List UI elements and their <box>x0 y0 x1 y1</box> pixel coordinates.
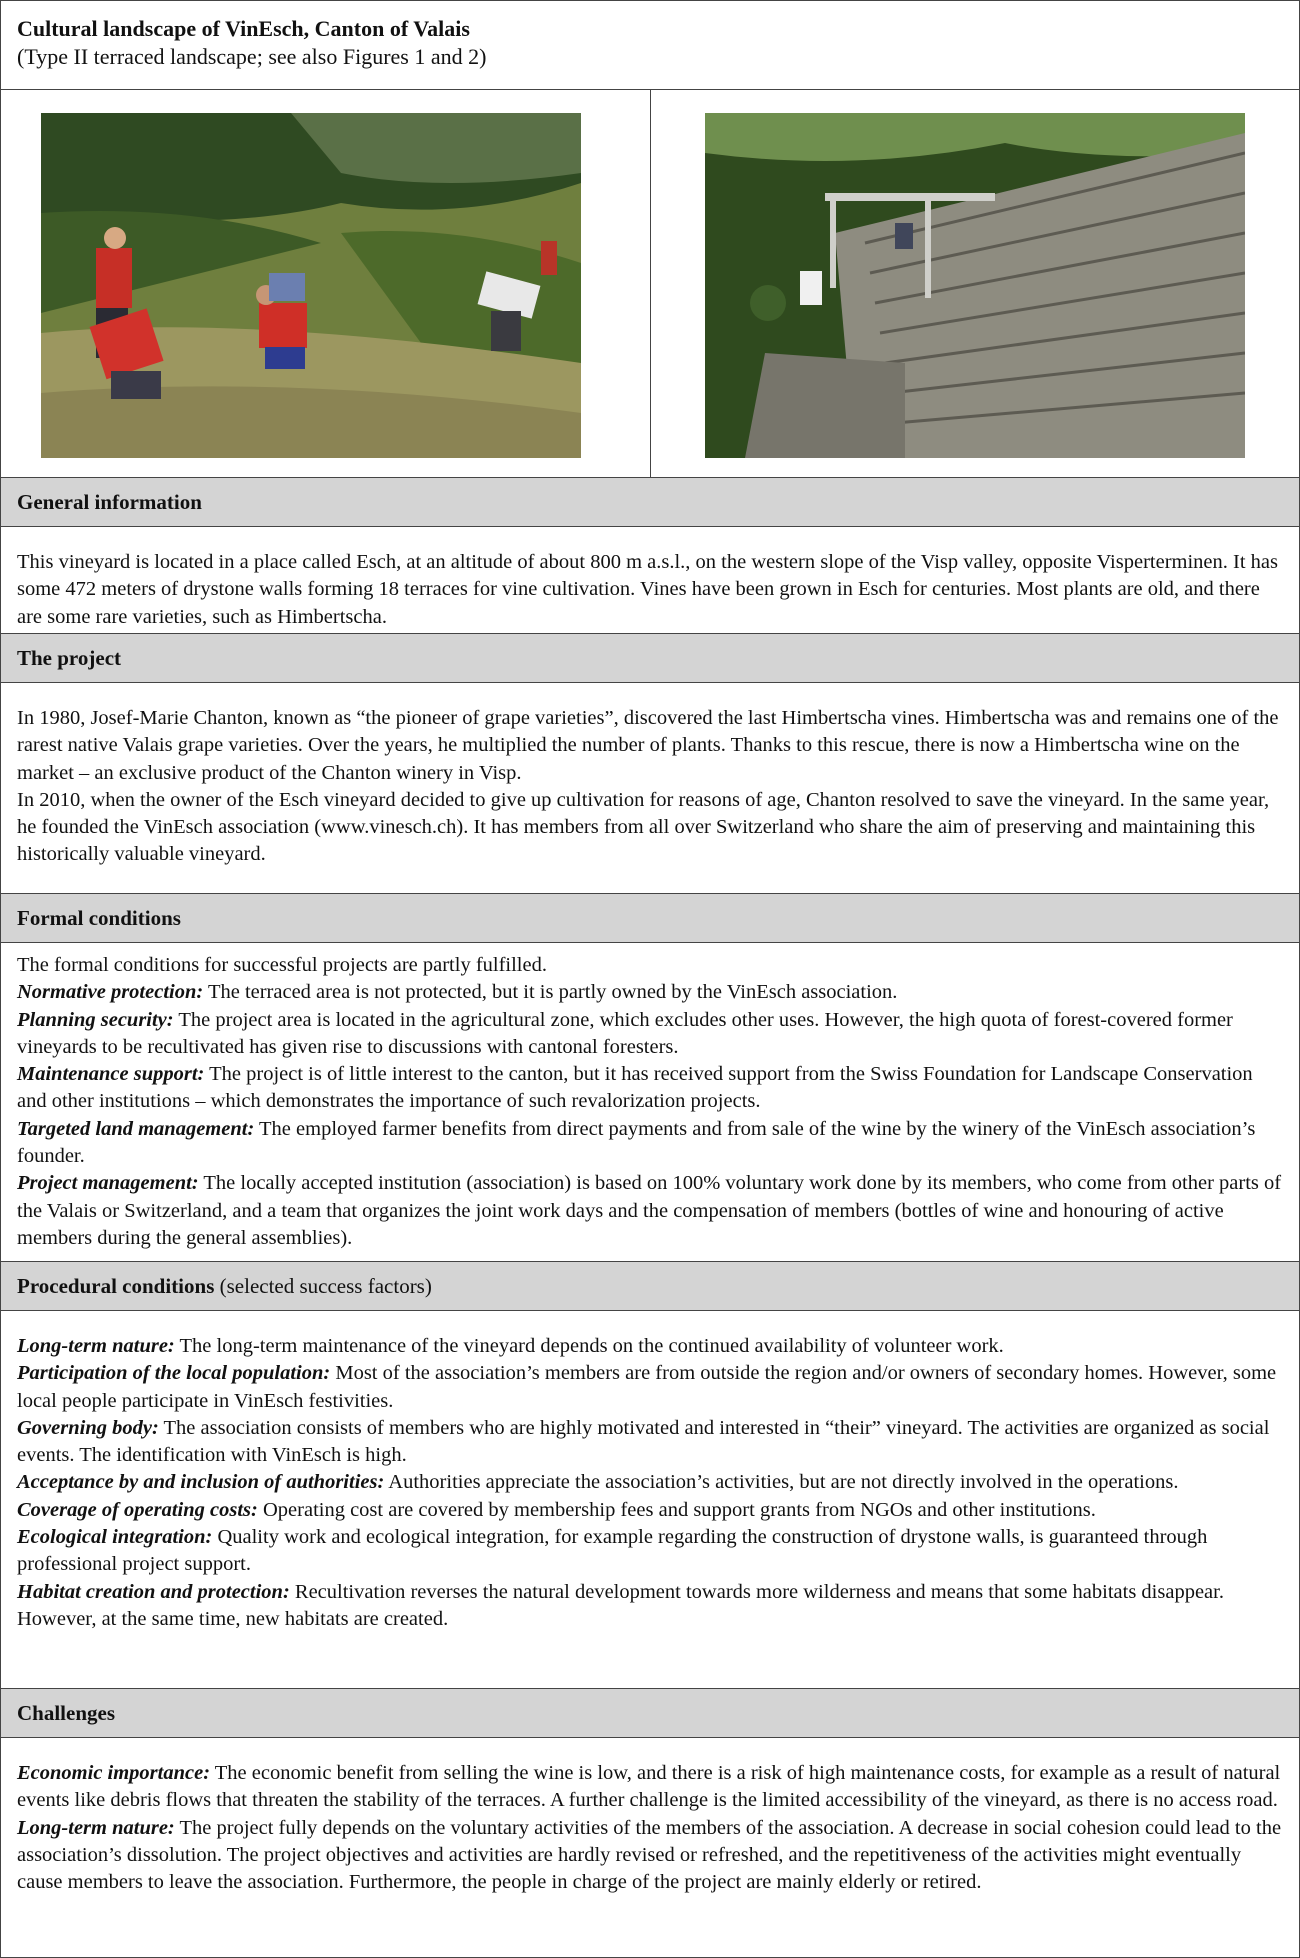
section-heading-project: The project <box>1 634 1299 683</box>
item-term: Coverage of operating costs: <box>17 1498 258 1521</box>
section-heading-challenges: Challenges <box>1 1689 1299 1738</box>
section-body-general <box>1 527 1299 634</box>
general-text: This vineyard is located in a place called Esch, at an altitude of about 800 m a.s.l., on the western slope of the Visp valley, opposite Visperterminen. It has some 472 meters of drystone walls forming 18 terraces for vine cultivation. Vines have been grown in Esch for centuries. Most plants are old, and there are some rare varieties, such as Himbertscha. <box>17 551 1278 628</box>
procedural-heading-note: (selected success factors) <box>214 1274 432 1298</box>
photo-cell-left <box>1 90 650 477</box>
item-term: Long-term nature: <box>17 1816 175 1839</box>
section-heading-procedural <box>1 1262 1299 1311</box>
item-text: The economic benefit from selling the wine is low, and there is a risk of high maintenance costs, for example as a result of natural events like debris flows that threaten the stability of the terraces. A further challenge is the limited accessibility of the vineyard, as there is no access road. <box>17 1762 1281 1812</box>
project-paragraph: In 1980, Josef-Marie Chanton, known as “the pioneer of grape varieties”, discovered the last Himbertscha vines. Himbertscha was and remains one of the rarest native Valais grape varieties. Over the years, he multiplied the number of plants. Thanks to this rescue, there is now a Himbertscha wine on the market – an exclusive product of the Chanton winery in Visp. <box>17 707 1279 784</box>
page-subtitle: (Type II terraced landscape; see also Figures 1 and 2) <box>17 44 487 69</box>
section-heading-general: General information <box>1 478 1299 527</box>
item-term: Project management: <box>17 1172 199 1195</box>
section-body-formal <box>1 943 1299 1262</box>
challenge-item <box>17 1815 1283 1897</box>
procedural-item <box>17 1333 1283 1360</box>
item-text: Quality work and ecological integration, for example regarding the construction of drystone walls, is guaranteed through professional project support. <box>17 1526 1208 1576</box>
item-text: The locally accepted institution (association) is based on 100% voluntary work done by its members, who come from other parts of the Valais or Switzerland, and a team that organizes the joint work days and the compensation of members (bottles of wine and honouring of active members during the general assemblies). <box>17 1172 1282 1249</box>
procedural-item <box>17 1579 1283 1634</box>
item-term: Long-term nature: <box>17 1335 175 1357</box>
title-block <box>1 1 1299 90</box>
section-body-challenges <box>1 1738 1299 1958</box>
formal-item <box>17 1170 1283 1252</box>
item-text: The project is of little interest to the canton, but it has received support from the Swiss Foundation for Landscape Conservation and other institutions – which demonstrates the importance of such revalorization projects. <box>17 1063 1253 1113</box>
photo-cell-right <box>650 90 1300 477</box>
section-body-project <box>1 683 1299 894</box>
photo-volunteers-clearing-slope <box>41 113 581 458</box>
formal-item <box>17 1061 1283 1116</box>
item-term: Planning security: <box>17 1008 174 1031</box>
formal-item <box>17 1007 1283 1062</box>
item-text: The association consists of members who are highly motivated and interested in “their” vineyard. The activities are organized as social events. The identification with VinEsch is high. <box>17 1416 1270 1467</box>
item-text: Most of the association’s members are from outside the region and/or owners of secondary homes. However, some local people participate in VinEsch festivities. <box>17 1362 1277 1412</box>
procedural-item <box>17 1497 1283 1524</box>
procedural-item <box>17 1469 1283 1496</box>
item-text: The employed farmer benefits from direct payments and from sale of the wine by the winery of the VinEsch association’s founder. <box>17 1117 1256 1168</box>
item-text: The project area is located in the agricultural zone, which excludes other uses. However, the high quota of forest-covered former vineyards to be recultivated has given rise to discussions with cantonal foresters. <box>17 1008 1233 1058</box>
item-text: Authorities appreciate the association’s activities, but are not directly involved in the operations. <box>384 1471 1179 1494</box>
procedural-item <box>17 1415 1283 1470</box>
item-term: Economic importance: <box>17 1762 211 1784</box>
item-term: Governing body: <box>17 1416 159 1439</box>
item-term: Maintenance support: <box>17 1063 205 1086</box>
photo-row <box>1 90 1299 478</box>
formal-item <box>17 979 1283 1006</box>
section-heading-formal: Formal conditions <box>1 894 1299 943</box>
item-text: The project fully depends on the voluntary activities of the members of the association. A decrease in social cohesion could lead to the association’s dissolution. The project objectives and activities are hardly revised or refreshed, and the repetitiveness of the activities might eventually cause members to leave the association. Furthermore, the people in charge of the project are mainly elderly or retired. <box>17 1816 1282 1894</box>
section-body-procedural <box>1 1311 1299 1689</box>
item-term: Ecological integration: <box>17 1526 213 1549</box>
item-term: Acceptance by and inclusion of authorities: <box>17 1471 385 1494</box>
item-term: Participation of the local population: <box>17 1362 331 1385</box>
procedural-item <box>17 1524 1283 1579</box>
procedural-heading-text: Procedural conditions <box>17 1274 215 1298</box>
page-title: Cultural landscape of VinEsch, Canton of Valais <box>17 16 470 41</box>
project-paragraph: In 2010, when the owner of the Esch vineyard decided to give up cultivation for reasons of age, Chanton resolved to save the vineyard. In the same year, he founded the VinEsch association (www.vinesch.ch). It has members from all over Switzerland who share the aim of preserving and maintaining this historically valuable vineyard. <box>17 788 1270 866</box>
item-text: The long-term maintenance of the vineyard depends on the continued availability of volunteer work. <box>174 1335 1004 1357</box>
formal-intro: The formal conditions for successful projects are partly fulfilled. <box>17 954 547 976</box>
formal-item <box>17 1116 1283 1171</box>
item-term: Targeted land management: <box>17 1117 255 1140</box>
item-text: Recultivation reverses the natural development towards more wilderness and means that some habitats disappear. However, at the same time, new habitats are created. <box>17 1580 1224 1630</box>
procedural-item <box>17 1360 1283 1415</box>
item-term: Normative protection: <box>17 981 204 1004</box>
challenge-item <box>17 1760 1283 1815</box>
item-text: The terraced area is not protected, but it is partly owned by the VinEsch association. <box>203 981 898 1004</box>
item-term: Habitat creation and protection: <box>17 1580 290 1603</box>
photo-drystone-terrace-wall <box>705 113 1245 458</box>
item-text: Operating cost are covered by membership fees and support grants from NGOs and other institutions. <box>257 1498 1096 1521</box>
